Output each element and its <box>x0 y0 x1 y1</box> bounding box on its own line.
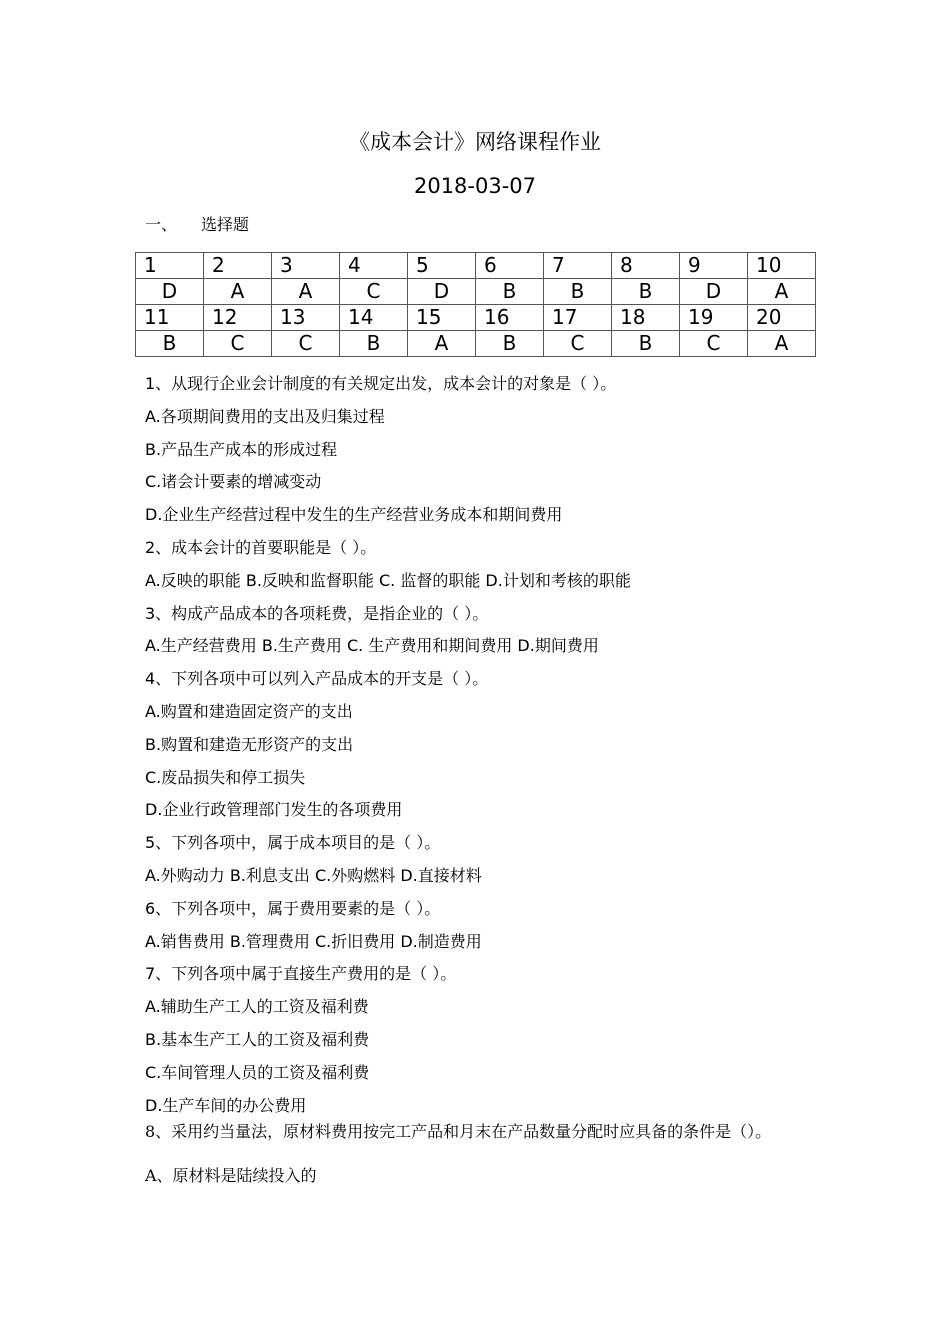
answer-row <box>136 279 816 305</box>
option-text: C.废品损失和停工损失 <box>145 767 306 787</box>
option-text: D.企业生产经营过程中发生的生产经营业务成本和期间费用 <box>145 505 563 525</box>
answer-cell: B <box>340 331 408 357</box>
question-8-option-a: A、原材料是陆续投入的 <box>145 1166 317 1186</box>
question-number-cell: 3 <box>272 253 340 279</box>
answer-cell: A <box>748 279 816 305</box>
option-text: B.基本生产工人的工资及福利费 <box>145 1029 370 1049</box>
option-text: A.各项期间费用的支出及归集过程 <box>145 406 385 426</box>
answer-cell: C <box>544 331 612 357</box>
section-heading <box>145 214 249 236</box>
option-text: A.销售费用 B.管理费用 C.折旧费用 D.制造费用 <box>145 931 482 951</box>
answer-cell: B <box>612 331 680 357</box>
answer-cell: C <box>204 331 272 357</box>
answer-cell: D <box>408 279 476 305</box>
option-text: C.车间管理人员的工资及福利费 <box>145 1062 370 1082</box>
question-text: 4、下列各项中可以列入产品成本的开支是（ ）。 <box>145 669 489 689</box>
question-number-cell: 14 <box>340 305 408 331</box>
question-number-row <box>136 305 816 331</box>
question-number-cell: 20 <box>748 305 816 331</box>
answer-cell: A <box>204 279 272 305</box>
option-text: C.诸会计要素的增减变动 <box>145 472 322 492</box>
answer-cell: C <box>340 279 408 305</box>
option-text: D.企业行政管理部门发生的各项费用 <box>145 800 403 820</box>
question-number-cell: 16 <box>476 305 544 331</box>
answer-cell: B <box>476 279 544 305</box>
option-text: A.反映的职能 B.反映和监督职能 C. 监督的职能 D.计划和考核的职能 <box>145 570 631 590</box>
section-label: 选择题 <box>201 215 250 234</box>
section-number: 一、 <box>145 215 178 234</box>
answer-cell: C <box>272 331 340 357</box>
answer-cell: B <box>544 279 612 305</box>
question-text: 3、构成产品成本的各项耗费，是指企业的（ ）。 <box>145 603 489 623</box>
question-number-cell: 11 <box>136 305 204 331</box>
question-8-text: 8、采用约当量法，原材料费用按完工产品和月末在产品数量分配时应具备的条件是（）。 <box>145 1122 772 1142</box>
question-number-cell: 5 <box>408 253 476 279</box>
answer-cell: A <box>748 331 816 357</box>
option-text: A.辅助生产工人的工资及福利费 <box>145 997 369 1017</box>
question-number-cell: 13 <box>272 305 340 331</box>
document-title: 《成本会计》网络课程作业 <box>349 130 601 154</box>
question-text: 7、下列各项中属于直接生产费用的是（ ）。 <box>145 964 457 984</box>
option-text: A.购置和建造固定资产的支出 <box>145 701 353 721</box>
question-number-cell: 18 <box>612 305 680 331</box>
question-text: 5、下列各项中，属于成本项目的是（ ）。 <box>145 833 441 853</box>
answer-row <box>136 331 816 357</box>
question-text: 2、成本会计的首要职能是（ ）。 <box>145 537 377 557</box>
answer-cell: D <box>136 279 204 305</box>
question-list <box>145 370 815 1188</box>
question-number-cell: 8 <box>612 253 680 279</box>
answer-cell: B <box>476 331 544 357</box>
question-number-cell: 2 <box>204 253 272 279</box>
option-text: A.生产经营费用 B.生产费用 C. 生产费用和期间费用 D.期间费用 <box>145 636 599 656</box>
question-number-cell: 7 <box>544 253 612 279</box>
answer-cell: B <box>136 331 204 357</box>
question-number-cell: 12 <box>204 305 272 331</box>
answer-cell: A <box>272 279 340 305</box>
answer-cell: B <box>612 279 680 305</box>
option-text: A.外购动力 B.利息支出 C.外购燃料 D.直接材料 <box>145 865 482 885</box>
question-number-cell: 17 <box>544 305 612 331</box>
answer-cell: A <box>408 331 476 357</box>
question-number-cell: 9 <box>680 253 748 279</box>
option-text: D.生产车间的办公费用 <box>145 1095 307 1115</box>
question-text: 6、下列各项中，属于费用要素的是（ ）。 <box>145 898 441 918</box>
question-number-row <box>136 253 816 279</box>
document-date: 2018-03-07 <box>413 174 537 198</box>
option-text: B.产品生产成本的形成过程 <box>145 439 338 459</box>
question-number-cell: 4 <box>340 253 408 279</box>
question-number-cell: 6 <box>476 253 544 279</box>
question-number-cell: 19 <box>680 305 748 331</box>
question-text: 1、从现行企业会计制度的有关规定出发，成本会计的对象是（ ）。 <box>145 374 617 393</box>
option-text: B.购置和建造无形资产的支出 <box>145 734 354 754</box>
answer-table <box>135 252 816 357</box>
question-number-cell: 15 <box>408 305 476 331</box>
question-number-cell: 1 <box>136 253 204 279</box>
answer-cell: C <box>680 331 748 357</box>
answer-cell: D <box>680 279 748 305</box>
question-number-cell: 10 <box>748 253 816 279</box>
